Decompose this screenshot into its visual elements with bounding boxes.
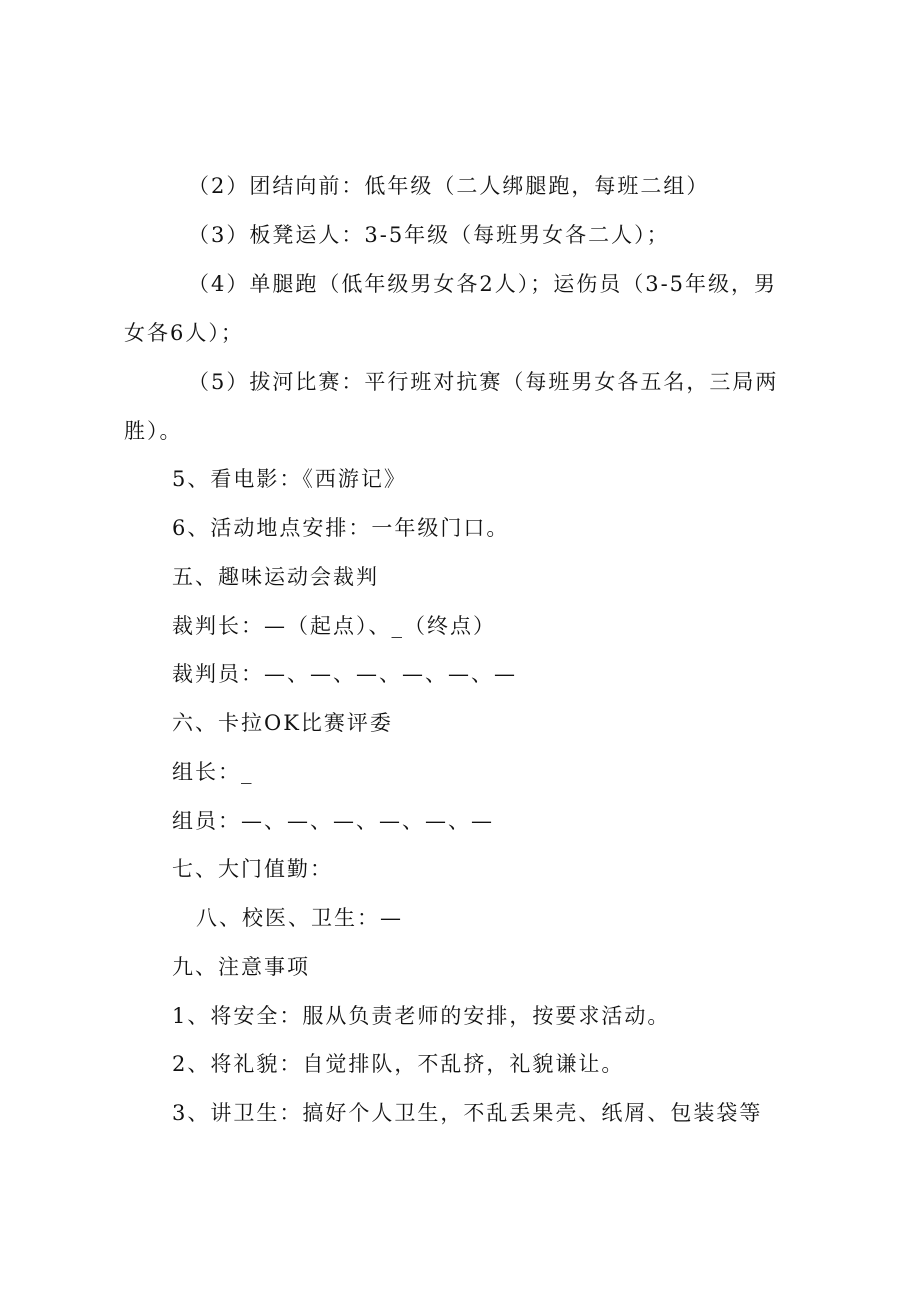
text-line: （3）板凳运人：3-5年级（每班男女各二人）； [188,223,670,247]
text-line: 组长：_ [172,760,254,784]
section-heading: 九、注意事项 [172,955,310,979]
text-line: 6、活动地点安排：一年级门口。 [172,516,510,540]
section-heading: 七、大门值勤： [172,857,333,881]
text-line: 1、将安全：服从负责老师的安排，按要求活动。 [172,1004,671,1028]
text-line: 3、讲卫生：搞好个人卫生，不乱丢果壳、纸屑、包装袋等 [172,1101,763,1125]
section-heading: 五、趣味运动会裁判 [172,565,379,589]
text-line: 裁判长：—（起点）、_（终点） [172,614,496,638]
text-line: 组员：—、—、—、—、—、— [172,809,494,833]
section-heading: 八、校医、卫生：— [196,906,403,930]
text-line: 2、将礼貌：自觉排队，不乱挤，礼貌谦让。 [172,1052,625,1076]
text-line: （4）单腿跑（低年级男女各2人）；运伤员（3-5年级，男 [188,272,778,296]
text-line: （2）团结向前：低年级（二人绑腿跑，每班二组） [188,174,710,198]
text-line: 裁判员：—、—、—、—、—、— [172,662,517,686]
text-line: 女各6人）； [124,321,244,345]
text-line: 5、看电影：《西游记》 [172,467,407,491]
section-heading: 六、卡拉OK比赛评委 [172,711,393,735]
text-line: 胜）。 [124,419,183,443]
text-line: （5）拔河比赛：平行班对抗赛（每班男女各五名，三局两 [188,370,779,394]
